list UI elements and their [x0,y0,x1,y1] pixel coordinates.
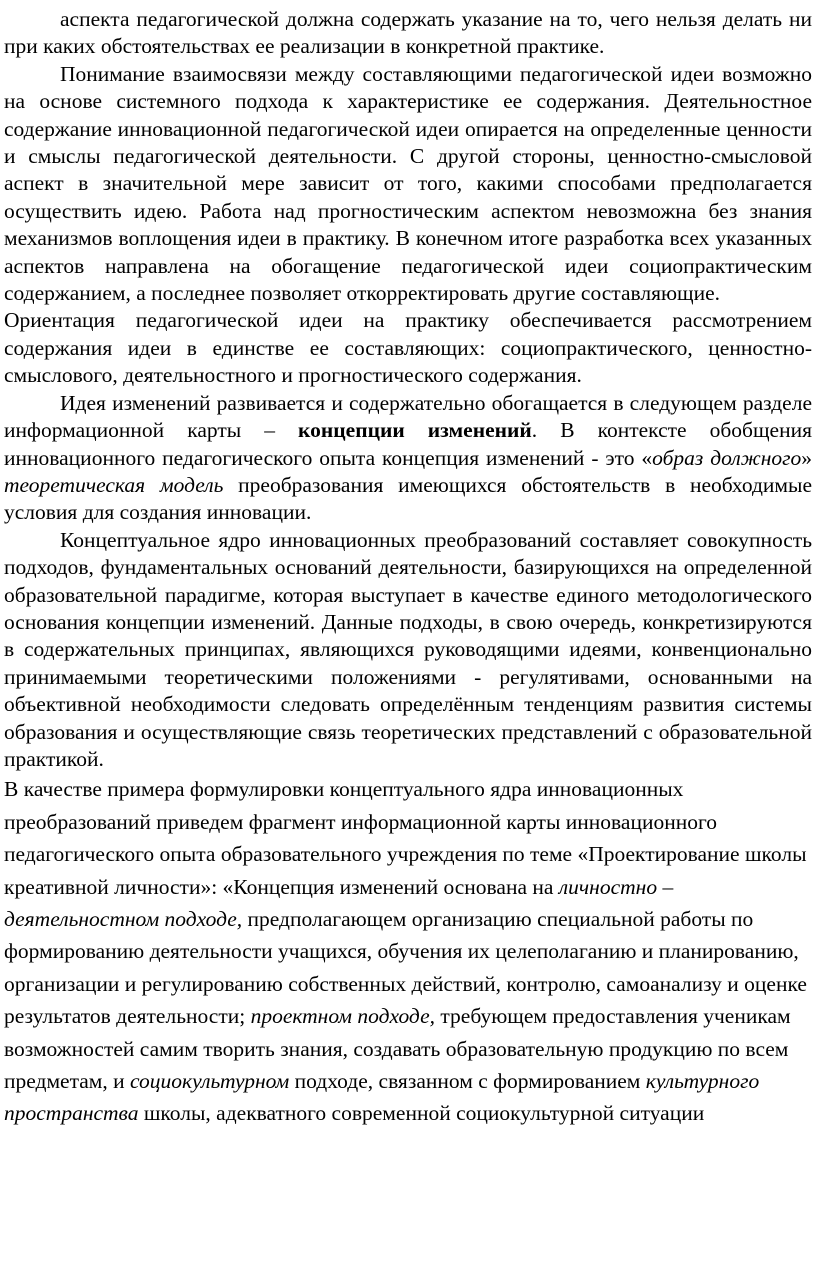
paragraph-4-text-1: Идея изменений развивается и содержательно обогащается в следующем разделе информационной карты – [4,390,812,443]
example-paragraph [4,773,812,1129]
example-text-5: школы, адекватного современной социокультурной ситуации [138,1101,705,1126]
example-text-1: В качестве примера формулировки концептуального ядра инновационных преобразований приведем фрагмент информационной карты инновационного педагогического опыта образовательного учреждения по теме «Проектирование школы креативной личности»: «Концепция изменений основана на [4,777,807,899]
paragraph-1: аспекта педагогической должна содержать указание на то, чего нельзя делать ни при каких обстоятельствах ее реализации в конкретной практике. [4,7,812,59]
paragraph-4-text-4: преобразования имеющихся обстоятельств в необходимые условия для создания инновации. [4,472,812,525]
paragraph-3: Ориентация педагогической идеи на практику обеспечивается рассмотрением содержания идеи в единстве ее составляющих: социопрактического, ценностно-смыслового, деятельностного и прогностического содержания. [4,308,812,388]
example-text-3: требующем предоставления ученикам возможностей самим творить знания, создавать образовательную продукцию по всем предметам, и [4,1004,791,1094]
paragraph-4-italic-1: образ должного [652,445,802,470]
example-text-2: предполагающем организацию специальной работы по формированию деятельности учащихся, обучения их целеполаганию и планированию, организации и регулированию собственных действий, контролю, самоанализу и оценке результатов деятельности; [4,907,807,1029]
example-italic-3: социокультурном [130,1069,290,1094]
main-text [4,6,812,773]
paragraph-4-text-2: . В контексте обобщения инновационного педагогического опыта концепция изменений - это « [4,418,812,470]
paragraph-4-italic-2: теоретическая модель [4,472,224,497]
example-italic-4: культурного пространства [4,1069,760,1126]
paragraph-2: Понимание взаимосвязи между составляющими педагогической идеи возможно на основе системного подхода к характеристике ее содержания. Деятельностное содержание инновационной педагогической идеи опирается на определенные ценности и смыслы педагогической деятельности. С другой стороны, ценностно-смысловой аспект в значительной мере зависит от того, какими способами предполагается осуществить идею. Работа над прогностическим аспектом невозможна без знания механизмов воплощения идеи в практику. В конечном итоге разработка всех указанных аспектов направлена на обогащение педагогической идеи социопрактическим содержанием, а последнее позволяет откорректировать другие составляющие. [4,61,812,306]
paragraph-5: Концептуальное ядро инновационных преобразований составляет совокупность подходов, фундаментальных оснований деятельности, базирующихся на определенной образовательной парадигме, которая выступает в качестве единого методологического основания концепции изменений. Данные подходы, в свою очередь, конкретизируются в содержательных принципах, являющихся руководящими идеями, конвенционально принимаемыми теоретическими положениями - регулятивами, основанными на объективной необходимости следовать определённым тенденциям развития системы образования и осуществляющие связь теоретических представлений с образовательной практикой. [4,527,812,771]
example-italic-2: проектном подходе, [250,1004,435,1029]
concept-term-bold: концепции изменений [298,418,532,443]
example-italic-1: личностно – деятельностном подходе, [4,874,674,931]
paragraph-4-text-3: » [801,445,812,470]
example-text-4: подходе, связанном с формированием [289,1069,646,1094]
paragraph-4 [4,390,812,527]
